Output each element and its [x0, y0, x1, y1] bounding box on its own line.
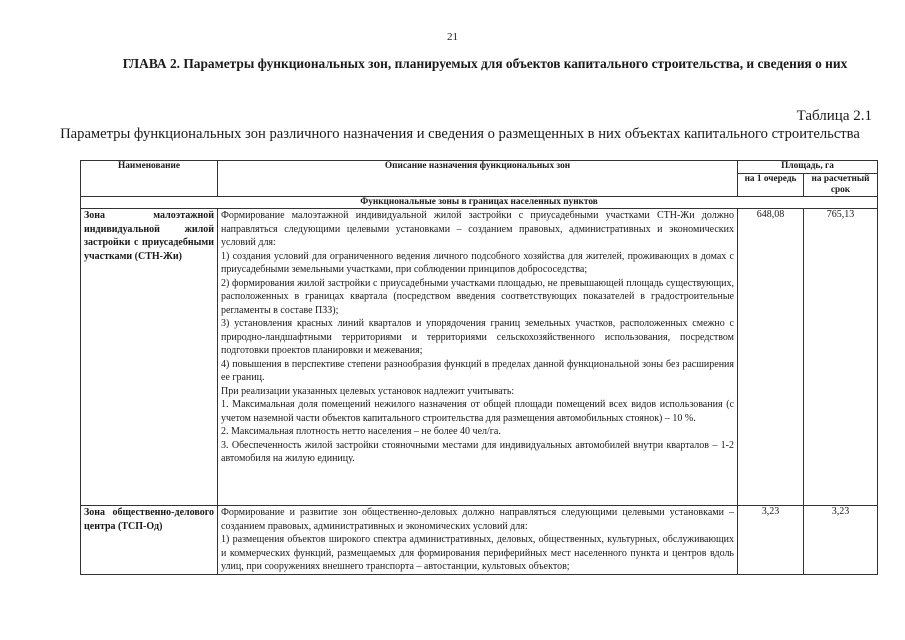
description-paragraph: Формирование малоэтажной индивидуальной жилой застройки с приусадебными участками СТН-Жи должно направляться следующими целевыми установками – созданием правовых, административных и экономических условий для: — [221, 210, 734, 248]
parameters-table — [80, 160, 878, 575]
description-paragraph: Формирование и развитие зон общественно-деловых должно направляться следующими целевыми установками – созданием правовых, административных и экономических условий для: — [221, 507, 734, 532]
table-row — [81, 506, 878, 575]
page-number: 21 — [447, 31, 458, 43]
description-paragraph: 3) установления красных линий кварталов и упорядочения границ земельных участков, расположенных смежно с природно-ландшафтными территориями и территориями сельскохозяйственного использования, посредством подготовки проектов планировки и межевания; — [221, 318, 734, 356]
table-row — [81, 209, 878, 506]
description-paragraph: 1. Максимальная доля помещений нежилого назначения от общей площади помещений всех видов использования (с учетом наземной части объектов капитального строительства для размещения автомобильных стоянок) – 10 %. — [221, 399, 734, 424]
description-paragraph: 1) размещения объектов широкого спектра административных, деловых, общественных, культурных, обслуживающих и коммерческих функций, размещаемых для формирования периферийных мест населенного пункта и центров вдоль улиц, при сооружениях внешнего транспорта – автостанции, культовых объектов; — [221, 534, 734, 572]
section-row — [81, 197, 878, 209]
zone-description — [218, 506, 738, 575]
header-calc: на расчетный срок — [804, 174, 878, 197]
chapter-title: ГЛАВА 2. Параметры функциональных зон, планируемых для объектов капитального строительства, и сведения о них — [122, 56, 848, 71]
area-stage1-value: 3,23 — [738, 506, 804, 575]
description-paragraph: 3. Обеспеченность жилой застройки стояночными местами для индивидуальных автомобилей внутри кварталов – 1-2 автомобиля на жилую единицу. — [221, 439, 734, 464]
table-header-row — [81, 161, 878, 174]
description-paragraph: 2. Максимальная плотность нетто населения – не более 40 чел/га. — [221, 426, 501, 437]
area-calc-value: 3,23 — [804, 506, 878, 575]
description-paragraph: 1) создания условий для ограниченного ведения личного подсобного хозяйства для жителей, проживающих в домах с приусадебными земельными участками, при соблюдении принципов добрососедства; — [221, 250, 734, 275]
description-paragraph: При реализации указанных целевых установок надлежит учитывать: — [221, 385, 515, 397]
header-description: Описание назначения функциональных зон — [218, 161, 738, 197]
table-label: Таблица 2.1 — [796, 108, 872, 124]
zone-name: Зона малоэтажной индивидуальной жилой застройки с приусадебными участками (СТН-Жи) — [81, 209, 218, 506]
header-stage1: на 1 очередь — [738, 174, 804, 197]
area-stage1-value: 648,08 — [738, 209, 804, 506]
table-caption: Параметры функциональных зон различного назначения и сведения о размещенных в них объектах капитального строительства — [60, 126, 860, 142]
zone-description — [218, 209, 738, 506]
section-title: Функциональные зоны в границах населенных пунктов — [81, 197, 878, 209]
zone-name: Зона общественно-делового центра (ТСП-Од) — [81, 506, 218, 575]
header-area: Площадь, га — [738, 161, 878, 174]
area-calc-value: 765,13 — [804, 209, 878, 506]
header-name: Наименование — [81, 161, 218, 197]
description-paragraph: 2) формирования жилой застройки с приусадебными участками площадью, не превышающей площадь существующих, расположенных в границах квартала (посредством введения соответствующих показателей в градостроительные регламенты в составе ПЗЗ); — [221, 277, 734, 316]
description-paragraph: 4) повышения в перспективе степени разнообразия функций в пределах данной функциональной зоны без расширения ее границ. — [221, 358, 734, 383]
